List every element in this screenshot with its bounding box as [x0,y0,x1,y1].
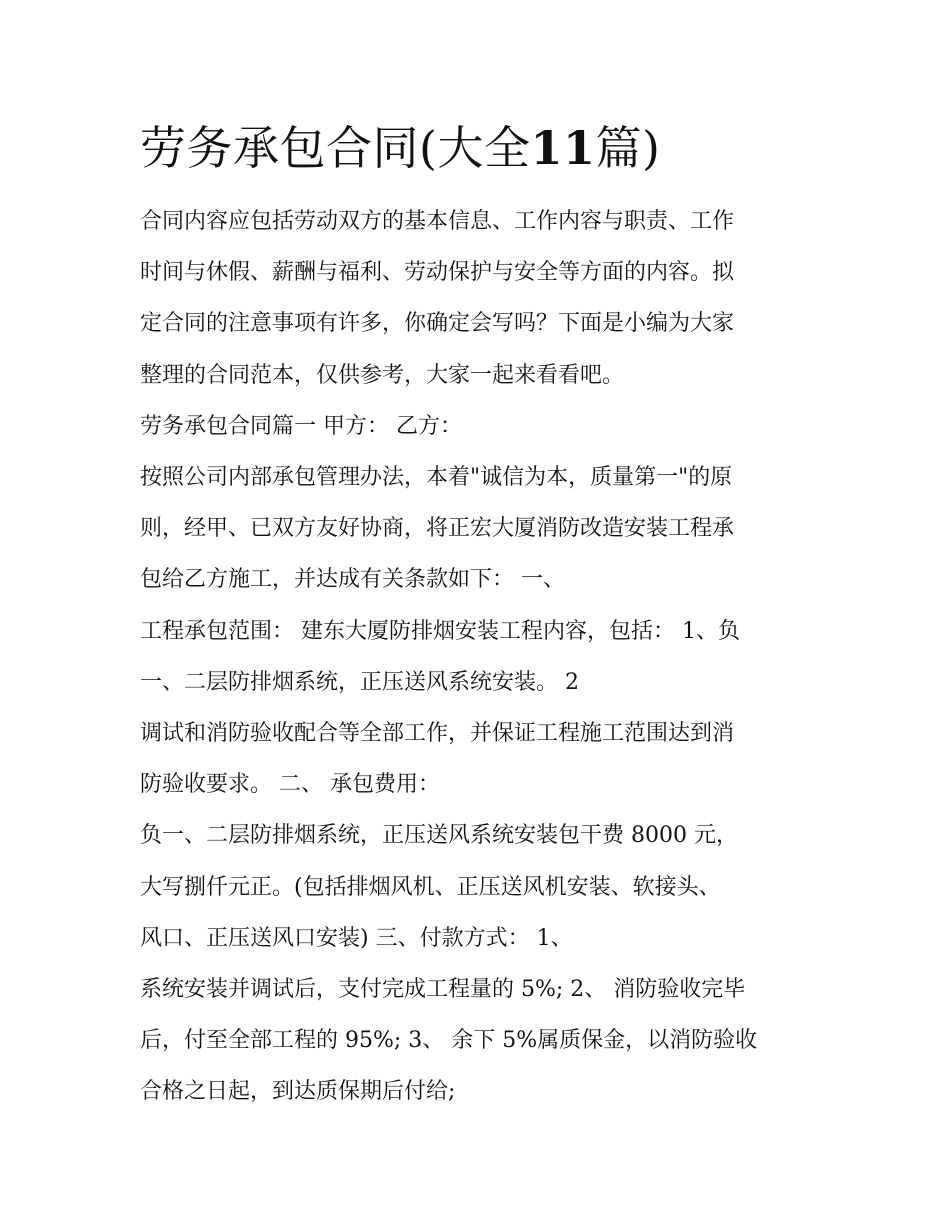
intro-paragraph [140,196,820,401]
text-line: 调试和消防验收配合等全部工作，并保证工程施工范围达到消 [140,721,735,747]
title-number: 11 [530,121,596,175]
text-line: 合格之日起，到达质保期后付给; [140,1079,456,1105]
text-line: 劳务承包合同篇一 甲方： 乙方： [140,413,462,439]
title-text-part: 篇) [595,121,661,175]
document-body [140,196,820,1118]
text-line: 工程承包范围： 建东大厦防排烟安装工程内容，包括： 1、负 [140,618,740,644]
text-line: 时间与休假、薪酬与福利、劳动保护与安全等方面的内容。拟 [140,260,735,286]
text-line: 防验收要求。 二、 承包费用： [140,772,440,798]
page-title [140,116,660,180]
text-line: 系统安装并调试后，支付完成工程量的 5%; 2、 消防验收完毕 [140,977,746,1003]
title-text-part: 劳务承包合同(大全 [140,121,531,175]
fee-paragraph [140,810,820,964]
text-line: 后，付至全部工程的 95%; 3、 余下 5%属质保金，以消防验收 [140,1028,758,1054]
text-line: 按照公司内部承包管理办法，本着"诚信为本，质量第一"的原 [140,465,733,491]
contract-paragraph [140,452,820,606]
text-line: 合同内容应包括劳动双方的基本信息、工作内容与职责、工作 [140,209,735,234]
text-line: 则，经甲、已双方友好协商，将正宏大厦消防改造安装工程承 [140,516,735,542]
text-line: 包给乙方施工，并达成有关条款如下： 一、 [140,567,565,593]
text-line: 负一、二层防排烟系统，正压送风系统安装包干费 8000 元， [140,823,738,849]
text-line: 风口、正压送风口安装) 三、付款方式： 1、 [140,925,573,951]
acceptance-paragraph [140,708,820,810]
contract-heading [140,401,820,452]
text-line: 大写捌仟元正。(包括排烟风机、正压送风机安装、软接头、 [140,874,721,900]
text-line: 定合同的注意事项有许多，你确定会写吗？下面是小编为大家 [140,311,735,337]
payment-paragraph [140,964,820,1118]
text-line: 整理的合同范本，仅供参考，大家一起来看看吧。 [140,362,625,388]
scope-paragraph [140,606,820,708]
text-line: 一、二层防排烟系统，正压送风系统安装。 2 [140,669,579,695]
